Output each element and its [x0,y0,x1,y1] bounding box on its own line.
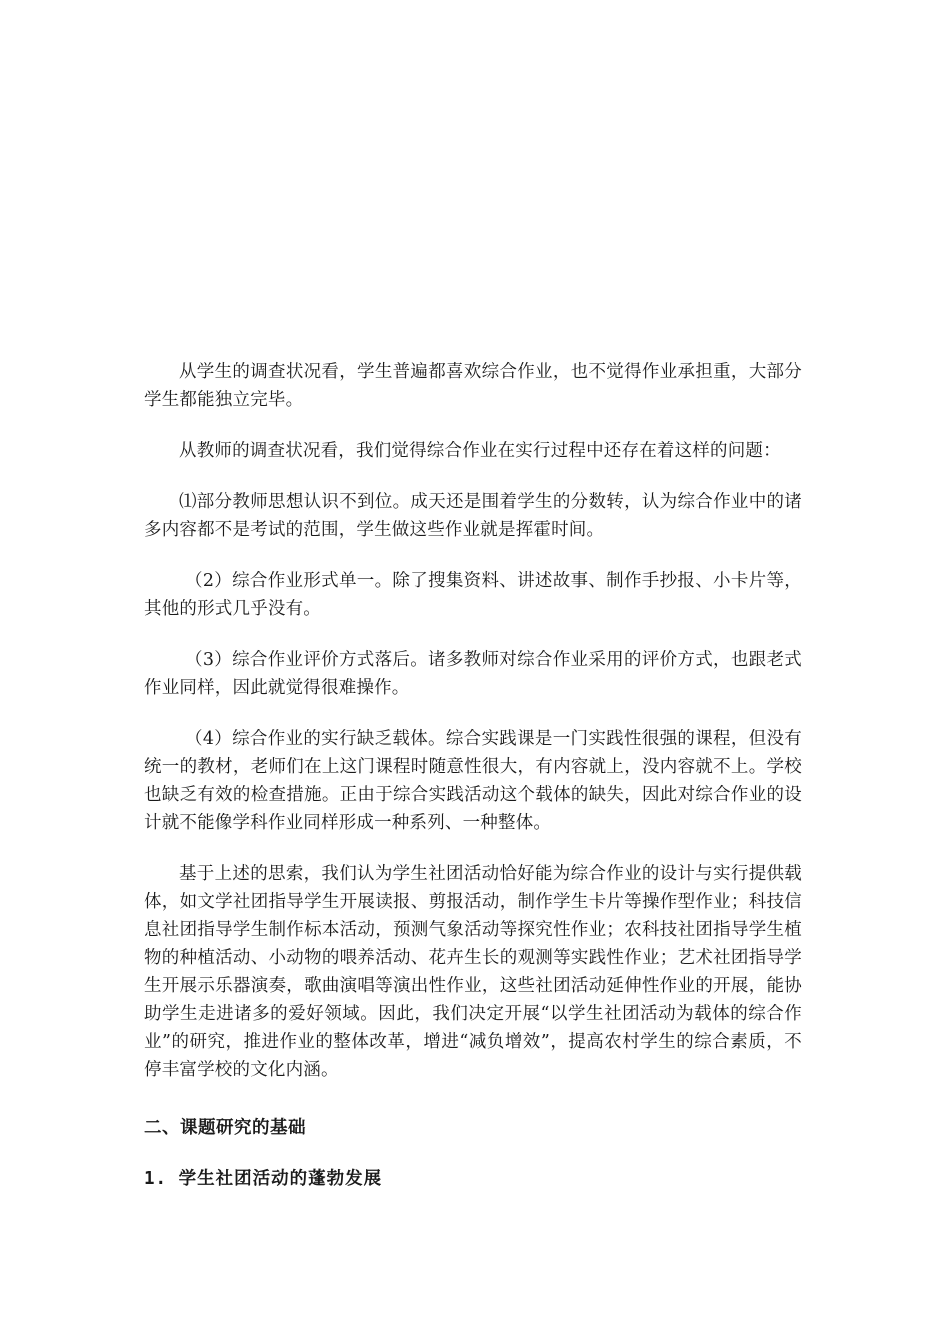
document-body [144,358,802,1193]
paragraph-issue-1: ⑴部分教师思想认识不到位。成天还是围着学生的分数转，认为综合作业中的诸多内容都不是考试的范围，学生做这些作业就是挥霍时间。 [144,492,802,540]
paragraph-issue-2: （2）综合作业形式单一。除了搜集资料、讲述故事、制作手抄报、小卡片等，其他的形式几乎没有。 [144,571,802,619]
paragraph-issue-4: （4）综合作业的实行缺乏载体。综合实践课是一门实践性很强的课程，但没有统一的教材，老师们在上这门课程时随意性很大，有内容就上，没内容就不上。学校也缺乏有效的检查措施。正由于综合实践活动这个载体的缺失，因此对综合作业的设计就不能像学科作业同样形成一种系列、一种整体。 [144,729,802,833]
paragraph-conclusion: 基于上述的思索，我们认为学生社团活动恰好能为综合作业的设计与实行提供载体，如文学社团指导学生开展读报、剪报活动，制作学生卡片等操作型作业；科技信息社团指导学生制作标本活动，预测气象活动等探究性作业；农科技社团指导学生植物的种植活动、小动物的喂养活动、花卉生长的观测等实践性作业；艺术社团指导学生开展示乐器演奏，歌曲演唱等演出性作业，这些社团活动延伸性作业的开展，能协助学生走进诸多的爱好领域。因此，我们决定开展“以学生社团活动为载体的综合作业”的研究，推进作业的整体改革，增进“减负增效”，提高农村学生的综合素质，不停丰富学校的文化内涵。 [144,864,802,1080]
paragraph-teacher-survey: 从教师的调查状况看，我们觉得综合作业在实行过程中还存在着这样的问题： [179,441,781,461]
paragraph-student-survey: 从学生的调查状况看，学生普遍都喜欢综合作业，也不觉得作业承担重，大部分学生都能独立完毕。 [144,362,802,410]
paragraph-issue-3: （3）综合作业评价方式落后。诸多教师对综合作业采用的评价方式，也跟老式作业同样，因此就觉得很难操作。 [144,650,802,698]
section-heading: 二、课题研究的基础 [144,1118,306,1138]
subsection-heading: 1. 学生社团活动的蓬勃发展 [144,1169,383,1189]
